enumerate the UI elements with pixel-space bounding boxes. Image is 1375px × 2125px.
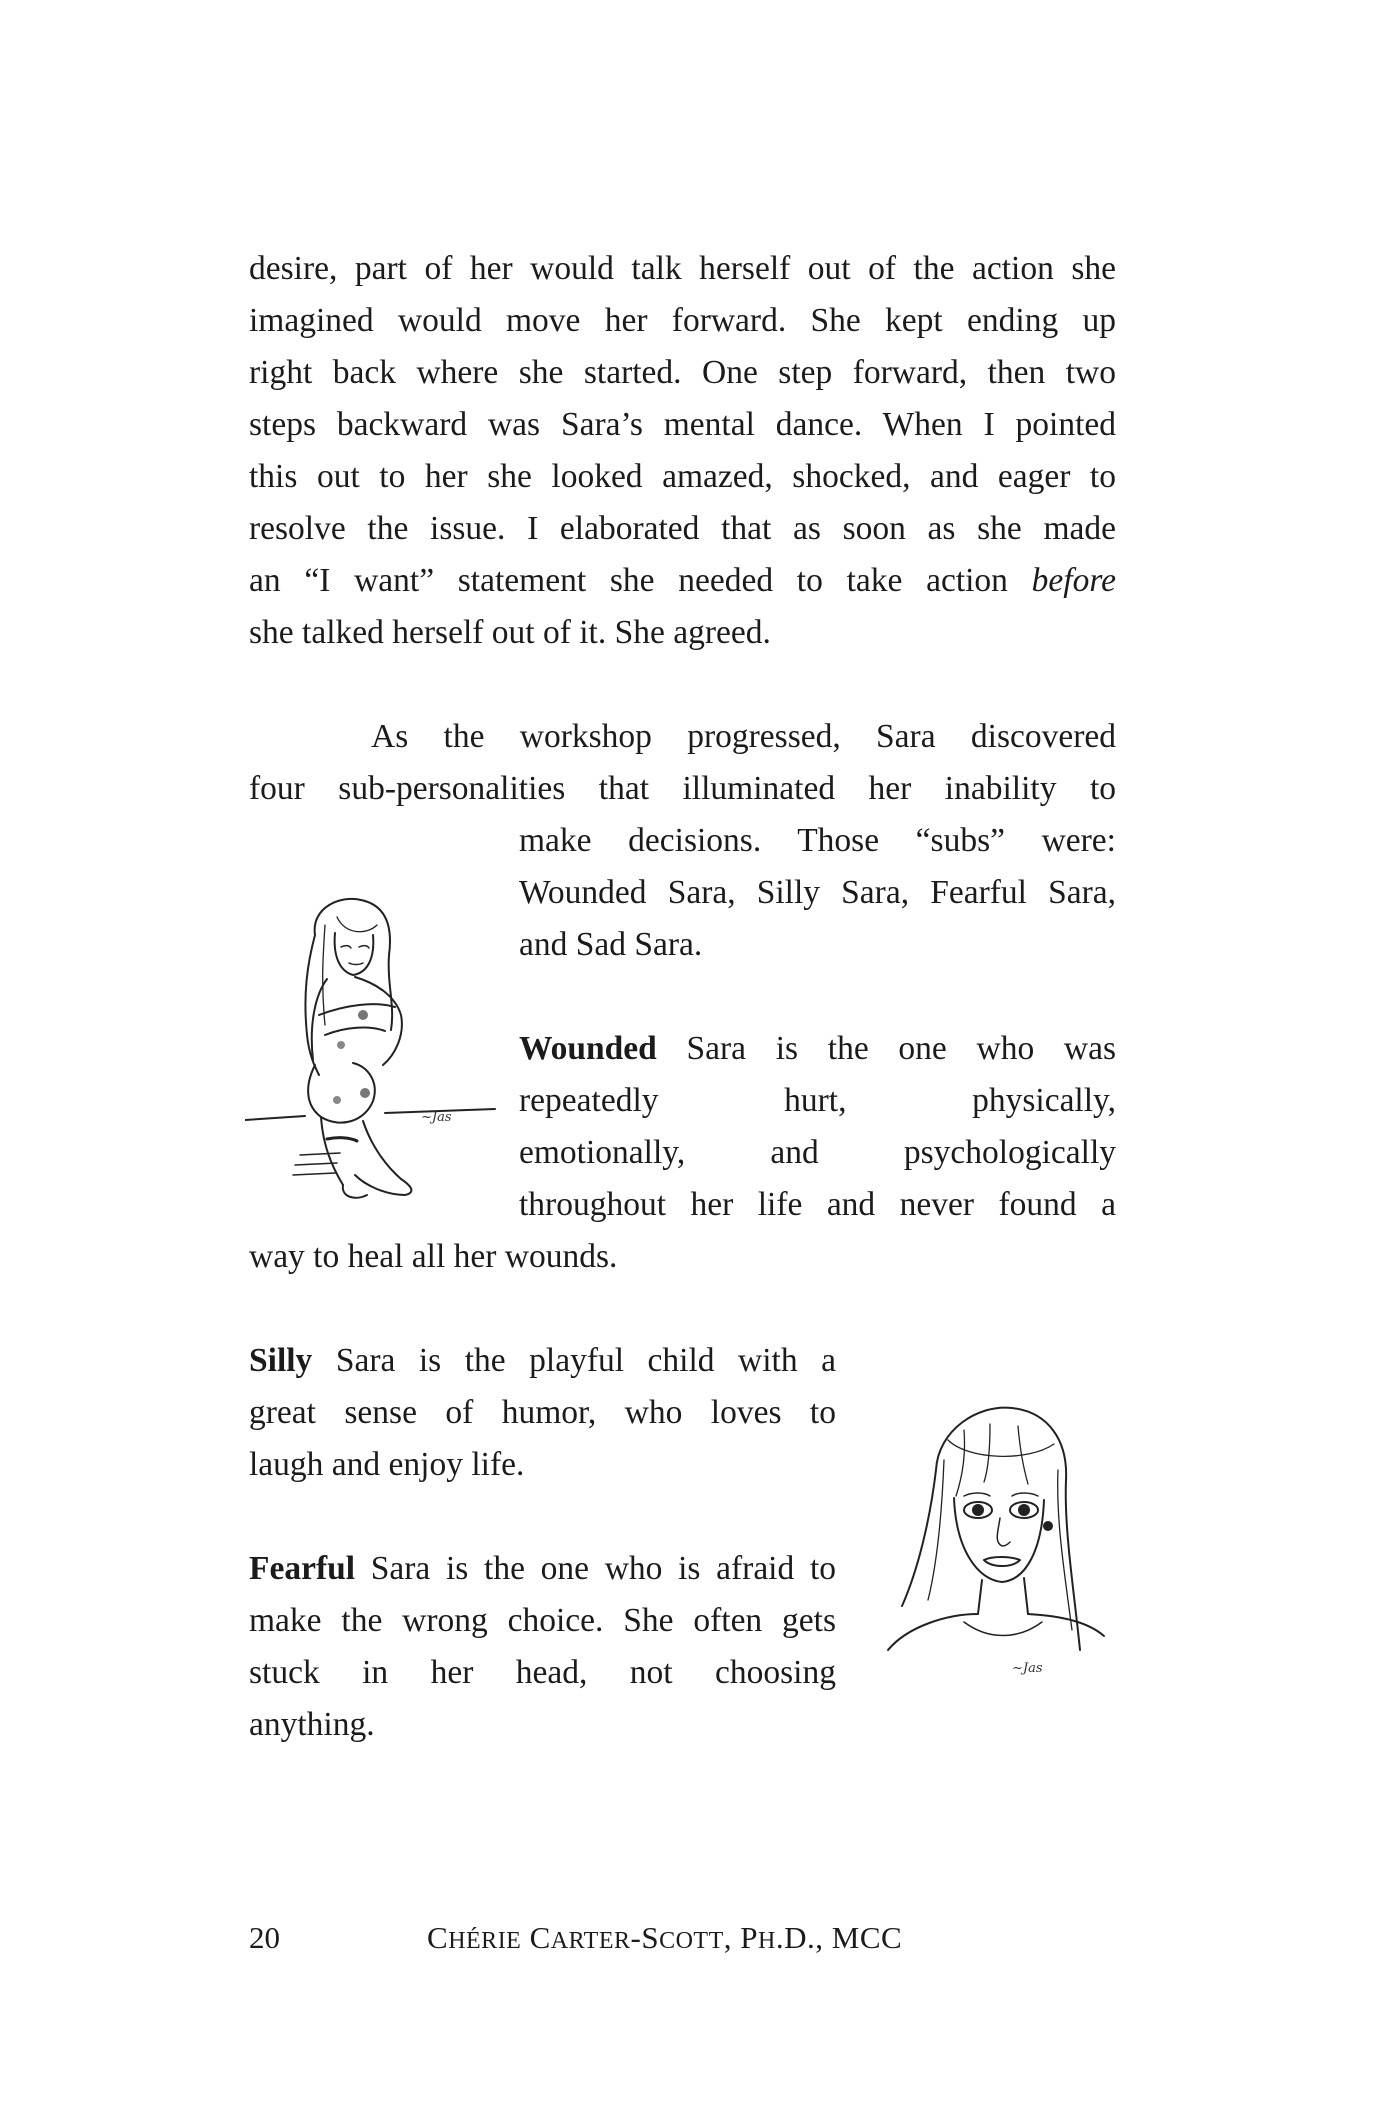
text-line: she talked herself out of it. She agreed. <box>249 614 771 651</box>
text-segment: Sara is the one who is afraid to <box>370 1550 836 1587</box>
text-line: desire, part of her would talk herself out of the action she <box>249 250 1116 287</box>
text-line <box>249 555 1116 607</box>
text-line: imagined would move her forward. She kept ending up <box>249 302 1116 339</box>
page-number: 20 <box>249 1920 280 1955</box>
text-line: make decisions. Those “subs” were: <box>519 822 1116 859</box>
text-line: anything. <box>249 1706 375 1743</box>
text-line: and Sad Sara. <box>519 926 703 963</box>
bold-term: Fearful <box>249 1550 356 1587</box>
page-footer <box>249 1913 1116 1963</box>
text-line: As the workshop progressed, Sara discovered <box>371 718 1116 755</box>
paragraph-intro-subs <box>371 711 1116 763</box>
emphasis-text: before <box>1031 562 1116 599</box>
text-line: great sense of humor, who loves to <box>249 1394 836 1431</box>
text-line: right back where she started. One step forward, then two <box>249 354 1116 391</box>
running-author-header: CHÉRIE CARTER-SCOTT, PH.D., MCC <box>427 1920 903 1955</box>
paragraph-continuation <box>249 243 1116 607</box>
text-line: throughout her life and never found a <box>519 1186 1116 1223</box>
text-line: Wounded Sara, Silly Sara, Fearful Sara, <box>519 874 1116 911</box>
face-portrait-illustration <box>878 1400 1118 1710</box>
text-line: way to heal all her wounds. <box>249 1238 618 1275</box>
paragraph-fearful <box>249 1543 836 1751</box>
bold-term: Wounded <box>519 1030 657 1067</box>
paragraph-intro-subs-wrap <box>519 815 1116 971</box>
illustration-signature: ~Jas <box>421 1110 452 1125</box>
text-line <box>519 1023 1116 1075</box>
paragraph-intro-subs-line2 <box>249 763 1116 815</box>
text-line <box>249 1543 836 1595</box>
text-line: make the wrong choice. She often gets <box>249 1602 836 1639</box>
text-segment: Sara is the playful child with a <box>335 1342 836 1379</box>
paragraph-wounded <box>519 1023 1116 1231</box>
text-line: repeatedly hurt, physically, <box>519 1082 1116 1119</box>
paragraph-wounded-last <box>249 1231 1116 1283</box>
paragraph-silly <box>249 1335 836 1491</box>
text-line: steps backward was Sara’s mental dance. When I pointed <box>249 406 1116 443</box>
bold-term: Silly <box>249 1342 313 1379</box>
text-line: resolve the issue. I elaborated that as soon as she made <box>249 510 1116 547</box>
text-line: this out to her she looked amazed, shocked, and eager to <box>249 458 1116 495</box>
text-line: laugh and enjoy life. <box>249 1446 525 1483</box>
wounded-sara-illustration <box>245 895 500 1215</box>
text-line: four sub-personalities that illuminated her inability to <box>249 770 1116 807</box>
text-line <box>249 1335 836 1387</box>
text-line: emotionally, and psychologically <box>519 1134 1116 1171</box>
illustration-signature: ~Jas <box>1012 1661 1043 1676</box>
text-segment: an “I want” statement she needed to take action <box>249 562 1008 599</box>
text-line-last <box>249 607 1116 659</box>
text-line: stuck in her head, not choosing <box>249 1654 836 1691</box>
text-segment: Sara is the one who was <box>686 1030 1116 1067</box>
